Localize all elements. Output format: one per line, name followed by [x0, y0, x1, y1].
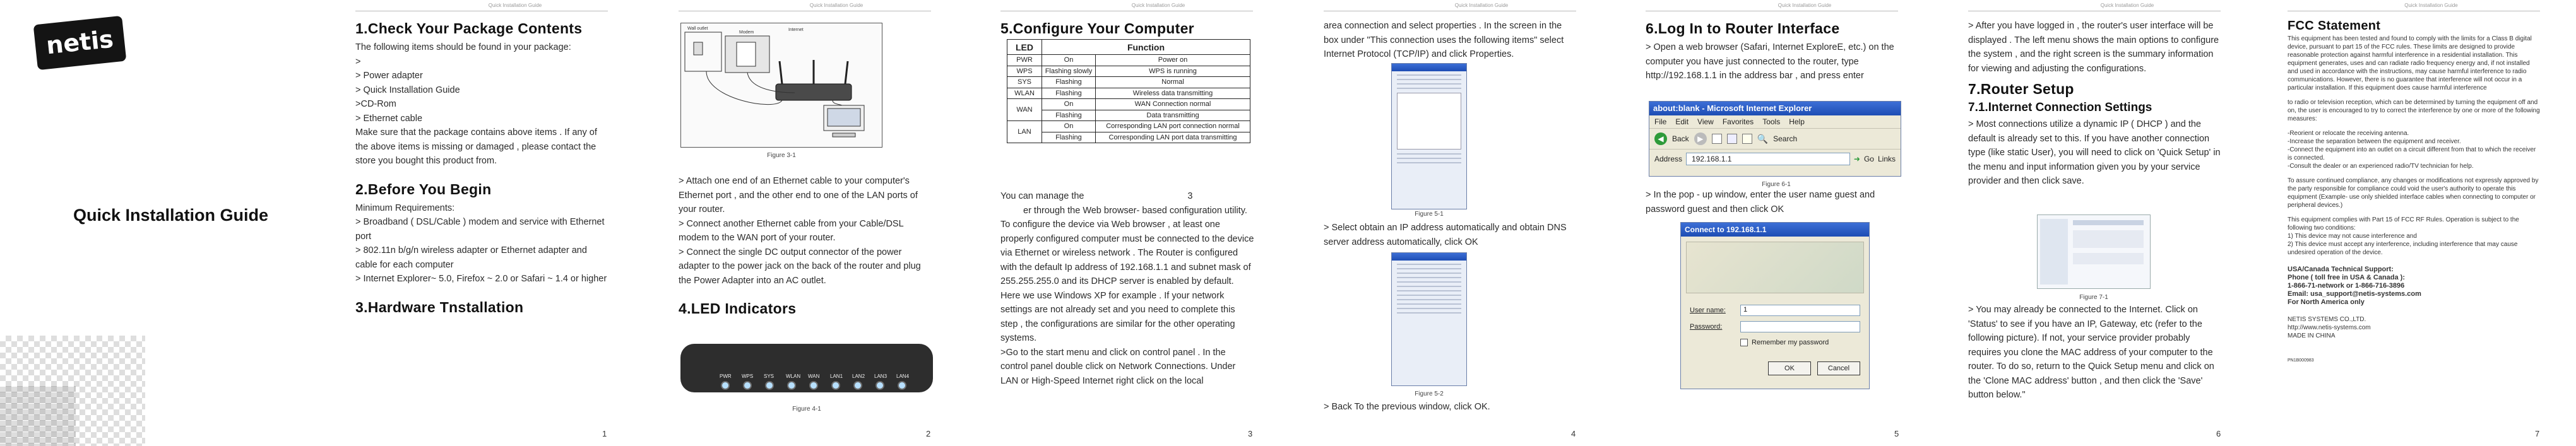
go-arrow-icon[interactable]: ➜: [1853, 155, 1860, 163]
cell-function: Wireless data transmitting: [1096, 88, 1250, 99]
led-label: WLAN: [786, 373, 801, 379]
cell-led: LAN: [1007, 121, 1042, 143]
internet-label: Internet: [788, 28, 804, 32]
search-icon[interactable]: 🔍: [1757, 133, 1769, 144]
section-1-intro: The following items should be found in your package:: [355, 42, 571, 52]
ie-address-row: [1649, 150, 1901, 168]
page-number: 3: [1248, 429, 1253, 438]
package-item: > Power adapter: [355, 71, 423, 81]
led-dot: [809, 381, 818, 390]
package-note: Make sure that the package contains above items . If any of the above items is missing or damaged , please contact the store you bought this product from.: [355, 127, 597, 166]
running-header: Quick Installation Guide: [1778, 3, 1832, 8]
search-button[interactable]: Search: [1773, 134, 1798, 143]
obtain-ip-step: > Select obtain an IP address automatically and obtain DNS server address automatically, click OK: [1324, 223, 1567, 247]
address-input[interactable]: 192.168.1.1: [1686, 153, 1850, 165]
led-dot: [853, 381, 862, 390]
menu-edit[interactable]: Edit: [1675, 117, 1689, 126]
support-line: Phone ( toll free in USA & Canada ):: [2288, 274, 2405, 281]
ip-settings-screenshot: [1391, 252, 1467, 386]
outlet-label: Wall outlet: [687, 26, 708, 31]
led-dots: [721, 381, 920, 390]
menu-help[interactable]: Help: [1789, 117, 1805, 126]
checker-pattern-dark: [0, 386, 76, 446]
outlet-box: [685, 32, 721, 71]
product-code: PN1B000983: [2288, 358, 2314, 363]
company-url: http://www.netis-systems.com: [2288, 324, 2371, 331]
running-header: Quick Installation Guide: [1131, 3, 1185, 8]
cell-state: Flashing: [1042, 132, 1096, 143]
remember-row: [1740, 339, 1860, 346]
figure-3-1-caption: Figure 3-1: [767, 152, 796, 159]
dhcp-paragraph: > Most connections utilize a dynamic IP ( DHCP ) and the default is already set to this. If you have another connection type (like static User), you will need to click on 'Quick Setup' in the menu and input information given you by your service provider and then click save.: [1968, 119, 2221, 186]
cell-state: On: [1042, 55, 1096, 66]
led-label: LAN1: [830, 373, 843, 379]
page-7: [2288, 0, 2575, 446]
window-titlebar: [1392, 253, 1466, 261]
go-button[interactable]: Go: [1863, 155, 1874, 163]
requirement-item: > Broadband ( DSL/Cable ) modem and service with Ethernet port: [355, 217, 605, 242]
led-dot: [875, 381, 884, 390]
password-input[interactable]: [1740, 321, 1860, 332]
power-cable: [706, 71, 782, 105]
section-4-title: 4.LED Indicators: [679, 300, 797, 317]
cell-state: Flashing: [1042, 110, 1096, 121]
fcc-condition: 1) This device may not cause interference and: [2288, 233, 2417, 240]
page-4: [1321, 0, 1642, 446]
figure-5-2-caption: Figure 5-2: [1415, 390, 1444, 397]
section-3-title: 3.Hardware Tnstallation: [355, 298, 524, 315]
cell-function: Corresponding LAN port connection normal: [1096, 121, 1250, 132]
support-email: Email: usa_support@netis-systems.com: [2288, 290, 2421, 298]
cell-state: On: [1042, 99, 1096, 110]
netis-logo: netis: [33, 16, 127, 70]
cover-panel: [0, 0, 322, 446]
connection-illustration: [681, 23, 882, 147]
open-browser-step: > Open a web browser (Safari, Internet ExploreE, etc.) on the computer you have just connected to the router, type http://192.168.1.1 in the address bar , and press enter: [1646, 42, 1894, 81]
window-titlebar: [1392, 64, 1466, 71]
fcc-paragraph: This equipment has been tested and found to comply with the limits for a Class B digital device, pursuant to part 15 of the FCC rules. These limits are designed to provide reasonable protection against harmful interference in a residential installation. This equipment generates, uses and can radiate radio frequency energy and, if not installed and used in accordance with the instructions, may cause harmful interference to radio communications. However, there is no guarantee that interference will not occur in a particular installation. If this equipment does cause harmful interference: [2288, 35, 2532, 91]
dialog-buttons: [1690, 361, 1860, 375]
status-paragraph: > You may already be connected to the Internet. Click on 'Status' to see if you have an IP, Gateway, etc (refer to the following picture). If not, your service provider probably requires you clone the MAC address of your computer to the router. To do so, return to the Quick Setup menu and click on the 'Clone MAC address' button , and then click the 'Save' button below.": [1968, 305, 2214, 400]
requirements-label: Minimum Requirements:: [355, 202, 455, 213]
cancel-button[interactable]: Cancel: [1817, 361, 1860, 375]
cover-title: Quick Installation Guide: [73, 206, 269, 225]
section-6-title: 6.Log In to Router Interface: [1646, 20, 1840, 37]
menu-tools[interactable]: Tools: [1762, 117, 1781, 126]
requirement-item: > 802.11n b/g/n wireless adapter or Ethernet adapter and cable for each computer: [355, 245, 587, 270]
page-number: 5: [1894, 429, 1899, 438]
cell-function: WPS is running: [1096, 66, 1250, 77]
address-label: Address: [1654, 155, 1683, 163]
hardware-step: > Connect the single DC output connector of the power adapter to the power jack on the back of the router and plug the Power Adapter into an AC outlet.: [679, 247, 921, 286]
fcc-paragraph: to radio or television reception, which can be determined by turning the equipment off and on, the user is encouraged to try to correct the interference by one or more of the following measures:: [2288, 99, 2540, 122]
cell-led: WPS: [1007, 66, 1042, 77]
back-arrow-icon[interactable]: ◀: [1654, 132, 1667, 145]
package-item: >: [355, 56, 361, 67]
table-row: [1007, 55, 1250, 66]
menu-view[interactable]: View: [1697, 117, 1714, 126]
fcc-condition: 2) This device must accept any interference, including interference that may cause undesired operation of the device.: [2288, 241, 2518, 256]
cell-state: Flashing slowly: [1042, 66, 1096, 77]
section-7-1-title: 7.1.Internet Connection Settings: [1968, 101, 2152, 114]
package-item: > Quick Installation Guide: [355, 85, 460, 95]
page-1: [354, 0, 676, 446]
page-2: [675, 0, 997, 446]
home-icon[interactable]: [1742, 134, 1752, 144]
cell-state: On: [1042, 121, 1096, 132]
hardware-step: > Attach one end of an Ethernet cable to your computer's Ethernet port , and the other end to one of the LAN ports of your router.: [679, 176, 918, 214]
back-step: > Back To the previous window, click OK.: [1324, 402, 1490, 412]
setup-form: [2073, 253, 2144, 264]
page-number: 2: [926, 429, 931, 438]
led-label: SYS: [764, 373, 775, 379]
running-header: Quick Installation Guide: [488, 3, 542, 8]
links-label[interactable]: Links: [1877, 155, 1896, 163]
cell-function: WAN Connection normal: [1096, 99, 1250, 110]
cell-function: Normal: [1096, 77, 1250, 88]
modem-device: [737, 42, 756, 66]
cell-led: WAN: [1007, 99, 1042, 121]
led-dot: [898, 381, 906, 390]
setup-header-bar: [2073, 220, 2144, 225]
menu-favorites[interactable]: Favorites: [1722, 117, 1754, 126]
dialog-banner-image: [1686, 242, 1864, 293]
ie-menubar: [1649, 115, 1901, 129]
led-label: PWR: [720, 373, 732, 379]
router-setup-screenshot: [2037, 214, 2151, 289]
modem-label: Modem: [739, 30, 754, 35]
section-7-title: 7.Router Setup: [1968, 81, 2074, 97]
support-title: USA/Canada Technical Support:: [2288, 266, 2394, 273]
page-number: 4: [1571, 429, 1576, 438]
ie-titlebar: about:blank - Microsoft Internet Explorer: [1649, 102, 1901, 115]
ie-window: [1649, 101, 1901, 177]
computer-stand: [833, 133, 855, 137]
username-input[interactable]: 1: [1740, 305, 1860, 316]
page-number: 1: [602, 429, 607, 438]
support-phone: 1-866-71-network or 1-866-716-3896: [2288, 282, 2405, 290]
setup-form: [2073, 230, 2144, 248]
password-row: [1690, 321, 1860, 332]
running-header: Quick Installation Guide: [1454, 3, 1509, 8]
section-2-title: 2.Before You Begin: [355, 180, 492, 197]
lan-cable: [833, 100, 842, 105]
ie-toolbar: [1649, 129, 1901, 150]
items-list: [1397, 93, 1461, 150]
page-number: 7: [2535, 429, 2540, 438]
company-name: NETIS SYSTEMS CO.,LTD.: [2288, 316, 2366, 323]
figure-6-1-caption: Figure 6-1: [1762, 181, 1791, 188]
made-in: MADE IN CHINA: [2288, 332, 2336, 339]
led-label: WPS: [742, 373, 754, 379]
cell-function: Power on: [1096, 55, 1250, 66]
table-row: [1007, 99, 1250, 110]
running-header: Quick Installation Guide: [2100, 3, 2154, 8]
running-header: Quick Installation Guide: [809, 3, 864, 8]
fcc-measure: -Reorient or relocate the receiving antenna.: [2288, 130, 2409, 137]
cell-led: SYS: [1007, 77, 1042, 88]
remember-label: Remember my password: [1752, 339, 1829, 346]
menu-file[interactable]: File: [1654, 117, 1667, 126]
outlet-socket: [694, 42, 703, 55]
manage-paragraph-start: You can manage the 3: [1000, 191, 1193, 201]
tcp-properties-screenshot: [1391, 63, 1467, 209]
control-panel-step: >Go to the start menu and click on control panel . In the control panel double click on Network Connections. Under LAN or High-Speed Internet right click on the local: [1000, 347, 1236, 386]
led-function-table: [1007, 39, 1250, 143]
remember-checkbox[interactable]: [1740, 339, 1748, 346]
interface-paragraph: > After you have logged in , the router's user interface will be displayed . The left menu shows the main options to configure the system , and the right screen is the summary information for viewing and adjusting the configurations.: [1968, 21, 2219, 74]
table-row: [1007, 132, 1250, 143]
support-line: For North America only: [2288, 298, 2365, 306]
page-number: 6: [2216, 429, 2221, 438]
table-row: [1007, 77, 1250, 88]
login-step: > In the pop - up window, enter the user name guest and password guest and then click OK: [1646, 190, 1875, 214]
computer-screen: [828, 109, 860, 126]
fcc-title: FCC Statement: [2288, 19, 2381, 33]
led-label: LAN4: [896, 373, 910, 379]
page-6: [1966, 0, 2288, 446]
setup-menu: [2040, 219, 2068, 285]
fcc-measure: -Connect the equipment into an outlet on a circuit different from that to which the receiver is connected.: [2288, 146, 2536, 161]
table-row: [1007, 110, 1250, 121]
section-1-title: 1.Check Your Package Contents: [355, 20, 583, 37]
dialog-titlebar: Connect to 192.168.1.1: [1681, 223, 1869, 237]
led-labels: [720, 373, 918, 379]
figure-7-1-caption: Figure 7-1: [2079, 294, 2108, 301]
antenna: [780, 61, 782, 84]
cell-state: Flashing: [1042, 88, 1096, 99]
ok-button[interactable]: OK: [1768, 361, 1811, 375]
package-item: > Ethernet cable: [355, 113, 423, 124]
login-dialog: [1680, 222, 1870, 389]
back-button[interactable]: Back: [1672, 134, 1689, 143]
hardware-step: > Connect another Ethernet cable from your Cable/DSL modem to the WAN port of your router.: [679, 218, 904, 243]
requirement-item: > Internet Explorer~ 5.0, Firefox ~ 2.0 or Safari ~ 1.4 or higher: [355, 274, 607, 284]
fcc-measure: -Increase the separation between the equipment and receiver.: [2288, 138, 2461, 145]
example-paragraph: Here we use Windows XP for example . If your network settings are not already set and you need to complete this step , the configurations are similar for the other operating systems.: [1000, 290, 1235, 343]
led-dot: [765, 381, 774, 390]
table-row: [1007, 121, 1250, 132]
stop-icon[interactable]: [1712, 134, 1722, 144]
led-dot: [743, 381, 752, 390]
section-5-title: 5.Configure Your Computer: [1000, 20, 1194, 37]
cell-led: PWR: [1007, 55, 1042, 66]
led-dot: [721, 381, 730, 390]
fcc-paragraph: To assure continued compliance, any changes or modifications not expressly approved by the party responsible for compliance could void the user's authority to operate this equipment (Example- use only shielded interface cables when connecting to computer or peripheral devices.): [2288, 177, 2539, 209]
fcc-measure: -Consult the dealer or an experienced radio/TV technician for help.: [2288, 163, 2474, 170]
figure-5-1-caption: Figure 5-1: [1415, 211, 1444, 218]
table-row: [1007, 66, 1250, 77]
password-label: Password:: [1690, 323, 1723, 331]
username-label: User name:: [1690, 307, 1726, 314]
manage-paragraph: er through the Web browser- based configuration utility. To configure the device via Web browser , at least one properly configured computer must be connected to the device via Ethernet or wireless network . The Router is configured with the default Ip address of 192.168.1.1 and subnet mask of 255.255.255.0 and its DHCP server is enabled by default.: [1000, 205, 1254, 286]
fcc-paragraph: This equipment complies with Part 15 of FCC RF Rules. Operation is subject to the following two conditions:: [2288, 216, 2519, 232]
table-header-function: Function: [1042, 40, 1250, 55]
antenna: [845, 61, 848, 84]
username-row: [1690, 305, 1860, 316]
cell-led: WLAN: [1007, 88, 1042, 99]
led-label: LAN2: [852, 373, 865, 379]
page-5: [1644, 0, 1966, 446]
hardware-diagram: [680, 23, 882, 148]
package-item: >CD-Rom: [355, 99, 396, 109]
forward-arrow-icon[interactable]: ▶: [1694, 132, 1707, 145]
page-3: [997, 0, 1319, 446]
table-header-led: LED: [1007, 40, 1042, 55]
cell-function: Data transmitting: [1096, 110, 1250, 121]
cell-state: Flashing: [1042, 77, 1096, 88]
table-row: [1007, 88, 1250, 99]
refresh-icon[interactable]: [1727, 134, 1737, 144]
led-label: LAN3: [874, 373, 887, 379]
table-header-row: [1007, 40, 1250, 55]
router-body: [776, 84, 852, 100]
cell-function: Corresponding LAN port data transmitting: [1096, 132, 1250, 143]
running-header: Quick Installation Guide: [2404, 3, 2458, 8]
figure-4-1-caption: Figure 4-1: [792, 406, 821, 413]
led-dot: [831, 381, 840, 390]
led-label: WAN: [808, 373, 820, 379]
properties-paragraph: area connection and select properties . In the screen in the box under "This connection uses the following items" select Internet Protocol (TCP/IP) and click Properties.: [1324, 21, 1564, 59]
led-dot: [787, 381, 796, 390]
